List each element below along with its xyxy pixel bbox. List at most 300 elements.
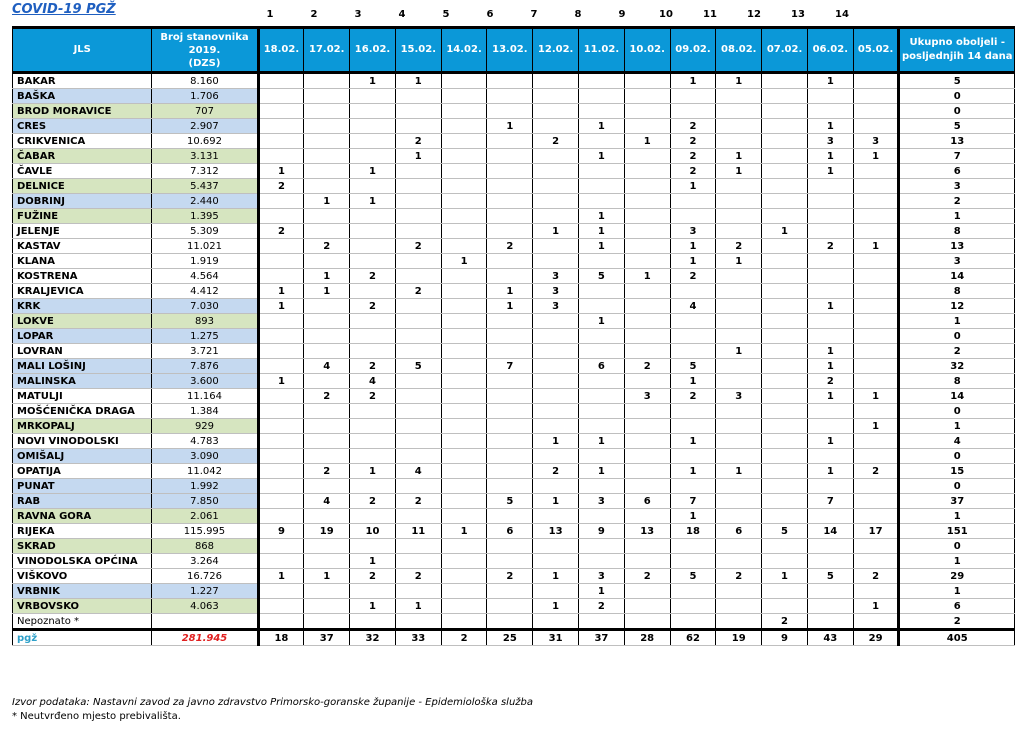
- date-header: 16.02.: [350, 28, 396, 73]
- municipality-name: ČABAR: [13, 149, 152, 164]
- table-row: [13, 509, 1015, 524]
- case-count-cell: 1: [670, 73, 716, 89]
- case-count-cell: [762, 404, 808, 419]
- case-count-cell: [624, 599, 670, 614]
- municipality-name: LOPAR: [13, 329, 152, 344]
- case-count-cell: [670, 584, 716, 599]
- case-count-cell: [350, 419, 396, 434]
- case-count-cell: 5: [579, 269, 625, 284]
- row-total-cell: 8: [899, 284, 1015, 299]
- case-count-cell: [487, 329, 533, 344]
- case-count-cell: [762, 509, 808, 524]
- table-row: [13, 599, 1015, 614]
- covid-table: [12, 26, 1015, 646]
- date-header: 17.02.: [304, 28, 350, 73]
- case-count-cell: 9: [258, 524, 304, 539]
- case-count-cell: 5: [670, 569, 716, 584]
- case-count-cell: [807, 284, 853, 299]
- municipality-name: SKRAD: [13, 539, 152, 554]
- case-count-cell: [487, 599, 533, 614]
- case-count-cell: 2: [395, 569, 441, 584]
- table-row: [13, 284, 1015, 299]
- table-row: [13, 419, 1015, 434]
- population-cell: 11.021: [152, 239, 258, 254]
- daily-total-cell: 25: [487, 630, 533, 646]
- case-count-cell: 1: [350, 164, 396, 179]
- municipality-name: VIŠKOVO: [13, 569, 152, 584]
- daily-total-cell: 33: [395, 630, 441, 646]
- case-count-cell: [395, 554, 441, 569]
- daily-total-cell: 9: [762, 630, 808, 646]
- daily-total-cell: 28: [624, 630, 670, 646]
- municipality-name: MALI LOŠINJ: [13, 359, 152, 374]
- table-row: [13, 239, 1015, 254]
- case-count-cell: [350, 329, 396, 344]
- case-count-cell: [258, 509, 304, 524]
- case-count-cell: [441, 569, 487, 584]
- day-number: 8: [574, 9, 582, 20]
- row-total-cell: 1: [899, 314, 1015, 329]
- case-count-cell: [762, 149, 808, 164]
- table-row: [13, 464, 1015, 479]
- municipality-name: ČAVLE: [13, 164, 152, 179]
- case-count-cell: [807, 509, 853, 524]
- case-count-cell: [762, 359, 808, 374]
- case-count-cell: [395, 584, 441, 599]
- case-count-cell: [762, 389, 808, 404]
- population-header-line1: Broj stanovnika: [160, 31, 249, 43]
- case-count-cell: [624, 554, 670, 569]
- population-cell: 707: [152, 104, 258, 119]
- day-number: 6: [486, 9, 494, 20]
- case-count-cell: 5: [807, 569, 853, 584]
- table-row: [13, 524, 1015, 539]
- row-total-cell: 1: [899, 209, 1015, 224]
- case-count-cell: [441, 179, 487, 194]
- total-population-cell: 281.945: [152, 630, 258, 646]
- day-number: 2: [310, 9, 318, 20]
- date-header: 12.02.: [533, 28, 579, 73]
- case-count-cell: [716, 89, 762, 104]
- case-count-cell: 1: [670, 239, 716, 254]
- case-count-cell: [762, 374, 808, 389]
- day-number: 10: [659, 9, 673, 20]
- case-count-cell: [853, 344, 899, 359]
- case-count-cell: [487, 73, 533, 89]
- day-number: 5: [442, 9, 450, 20]
- case-count-cell: [533, 329, 579, 344]
- case-count-cell: [533, 539, 579, 554]
- case-count-cell: [853, 614, 899, 630]
- table-row: [13, 329, 1015, 344]
- population-header-line2: 2019.: [188, 44, 221, 56]
- date-header: 10.02.: [624, 28, 670, 73]
- case-count-cell: [762, 314, 808, 329]
- municipality-name: VINODOLSKA OPĆINA: [13, 554, 152, 569]
- case-count-cell: 2: [807, 374, 853, 389]
- case-count-cell: [441, 134, 487, 149]
- case-count-cell: 1: [579, 314, 625, 329]
- case-count-cell: [258, 389, 304, 404]
- case-count-cell: 7: [807, 494, 853, 509]
- case-count-cell: [350, 584, 396, 599]
- case-count-cell: 1: [533, 434, 579, 449]
- case-count-cell: 2: [395, 284, 441, 299]
- case-count-cell: [304, 224, 350, 239]
- population-cell: 1.992: [152, 479, 258, 494]
- case-count-cell: 3: [533, 299, 579, 314]
- case-count-cell: [533, 374, 579, 389]
- case-count-cell: 3: [579, 569, 625, 584]
- table-row: [13, 359, 1015, 374]
- case-count-cell: [579, 479, 625, 494]
- population-cell: 1.227: [152, 584, 258, 599]
- case-count-cell: [350, 434, 396, 449]
- case-count-cell: [487, 434, 533, 449]
- case-count-cell: 1: [579, 224, 625, 239]
- case-count-cell: [441, 599, 487, 614]
- case-count-cell: [762, 419, 808, 434]
- case-count-cell: [762, 164, 808, 179]
- case-count-cell: [807, 194, 853, 209]
- municipality-name: KRK: [13, 299, 152, 314]
- municipality-name: DOBRINJ: [13, 194, 152, 209]
- case-count-cell: [670, 539, 716, 554]
- case-count-cell: [258, 464, 304, 479]
- case-count-cell: [258, 449, 304, 464]
- table-row: [13, 449, 1015, 464]
- date-header: 15.02.: [395, 28, 441, 73]
- case-count-cell: [853, 119, 899, 134]
- case-count-cell: [350, 89, 396, 104]
- case-count-cell: 1: [853, 389, 899, 404]
- case-count-cell: 1: [533, 569, 579, 584]
- day-number: 3: [354, 9, 362, 20]
- case-count-cell: [624, 179, 670, 194]
- row-total-cell: 1: [899, 419, 1015, 434]
- case-count-cell: [487, 554, 533, 569]
- case-count-cell: 1: [579, 239, 625, 254]
- case-count-cell: [533, 73, 579, 89]
- case-count-cell: [304, 404, 350, 419]
- case-count-cell: [441, 359, 487, 374]
- case-count-cell: 1: [579, 434, 625, 449]
- case-count-cell: [304, 73, 350, 89]
- case-count-cell: 1: [716, 254, 762, 269]
- case-count-cell: [853, 284, 899, 299]
- case-count-cell: 6: [487, 524, 533, 539]
- case-count-cell: [624, 194, 670, 209]
- case-count-cell: [853, 89, 899, 104]
- case-count-cell: [716, 449, 762, 464]
- case-count-cell: [762, 599, 808, 614]
- case-count-cell: [853, 209, 899, 224]
- daily-total-cell: 19: [716, 630, 762, 646]
- table-row: [13, 614, 1015, 630]
- table-row: [13, 404, 1015, 419]
- case-count-cell: 4: [395, 464, 441, 479]
- case-count-cell: 1: [807, 73, 853, 89]
- case-count-cell: [395, 404, 441, 419]
- case-count-cell: 1: [487, 119, 533, 134]
- case-count-cell: 1: [258, 164, 304, 179]
- case-count-cell: 2: [670, 389, 716, 404]
- case-count-cell: [487, 134, 533, 149]
- table-row: [13, 134, 1015, 149]
- case-count-cell: [304, 209, 350, 224]
- case-count-cell: [762, 284, 808, 299]
- case-count-cell: [487, 224, 533, 239]
- table-row: [13, 224, 1015, 239]
- case-count-cell: [350, 449, 396, 464]
- case-count-cell: 3: [853, 134, 899, 149]
- case-count-cell: [579, 419, 625, 434]
- case-count-cell: [853, 434, 899, 449]
- population-header: [152, 28, 258, 73]
- population-cell: 929: [152, 419, 258, 434]
- case-count-cell: [533, 359, 579, 374]
- population-cell: 2.907: [152, 119, 258, 134]
- case-count-cell: [304, 434, 350, 449]
- municipality-name: OPATIJA: [13, 464, 152, 479]
- row-total-cell: 8: [899, 374, 1015, 389]
- case-count-cell: 2: [807, 239, 853, 254]
- case-count-cell: 1: [807, 119, 853, 134]
- case-count-cell: [716, 179, 762, 194]
- case-count-cell: 1: [716, 344, 762, 359]
- case-count-cell: 1: [807, 164, 853, 179]
- case-count-cell: [670, 599, 716, 614]
- table-row: [13, 389, 1015, 404]
- case-count-cell: 1: [533, 494, 579, 509]
- population-cell: 1.275: [152, 329, 258, 344]
- case-count-cell: [624, 104, 670, 119]
- day-number: 4: [398, 9, 406, 20]
- case-count-cell: 1: [853, 239, 899, 254]
- table-row: [13, 569, 1015, 584]
- total-header: [899, 28, 1015, 73]
- case-count-cell: [304, 134, 350, 149]
- daily-total-cell: 62: [670, 630, 716, 646]
- case-count-cell: [533, 254, 579, 269]
- municipality-name: BAŠKA: [13, 89, 152, 104]
- case-count-cell: [350, 239, 396, 254]
- case-count-cell: 1: [716, 164, 762, 179]
- municipality-name: MATULJI: [13, 389, 152, 404]
- case-count-cell: [441, 329, 487, 344]
- case-count-cell: [533, 389, 579, 404]
- case-count-cell: [350, 509, 396, 524]
- case-count-cell: [624, 299, 670, 314]
- row-total-cell: 151: [899, 524, 1015, 539]
- case-count-cell: 2: [853, 464, 899, 479]
- case-count-cell: 1: [807, 359, 853, 374]
- daily-total-cell: 37: [579, 630, 625, 646]
- case-count-cell: [487, 404, 533, 419]
- case-count-cell: [350, 284, 396, 299]
- case-count-cell: 2: [395, 494, 441, 509]
- case-count-cell: [579, 389, 625, 404]
- population-cell: 3.090: [152, 449, 258, 464]
- case-count-cell: [762, 269, 808, 284]
- case-count-cell: [304, 104, 350, 119]
- case-count-cell: [670, 209, 716, 224]
- case-count-cell: [533, 479, 579, 494]
- daily-total-cell: 31: [533, 630, 579, 646]
- case-count-cell: [258, 614, 304, 630]
- case-count-cell: [533, 614, 579, 630]
- case-count-cell: [853, 554, 899, 569]
- case-count-cell: [762, 479, 808, 494]
- case-count-cell: [624, 314, 670, 329]
- case-count-cell: 2: [670, 134, 716, 149]
- case-count-cell: [762, 239, 808, 254]
- case-count-cell: [441, 464, 487, 479]
- municipality-name: NOVI VINODOLSKI: [13, 434, 152, 449]
- case-count-cell: [807, 179, 853, 194]
- table-row: [13, 104, 1015, 119]
- case-count-cell: [441, 419, 487, 434]
- case-count-cell: [441, 119, 487, 134]
- population-cell: 11.042: [152, 464, 258, 479]
- case-count-cell: [304, 149, 350, 164]
- case-count-cell: [670, 284, 716, 299]
- case-count-cell: [579, 329, 625, 344]
- municipality-name: VRBOVSKO: [13, 599, 152, 614]
- row-total-cell: 0: [899, 539, 1015, 554]
- case-count-cell: 2: [258, 224, 304, 239]
- case-count-cell: [441, 284, 487, 299]
- case-count-cell: 4: [304, 494, 350, 509]
- table-row: [13, 299, 1015, 314]
- case-count-cell: [579, 539, 625, 554]
- case-count-cell: 1: [487, 284, 533, 299]
- case-count-cell: [624, 479, 670, 494]
- population-cell: 7.850: [152, 494, 258, 509]
- municipality-name: RAB: [13, 494, 152, 509]
- case-count-cell: [716, 134, 762, 149]
- case-count-cell: [533, 209, 579, 224]
- municipality-name: VRBNIK: [13, 584, 152, 599]
- case-count-cell: 5: [487, 494, 533, 509]
- case-count-cell: 1: [716, 464, 762, 479]
- day-number: 9: [618, 9, 626, 20]
- case-count-cell: [762, 329, 808, 344]
- case-count-cell: [395, 299, 441, 314]
- case-count-cell: 1: [853, 599, 899, 614]
- case-count-cell: [258, 89, 304, 104]
- case-count-cell: [395, 269, 441, 284]
- case-count-cell: [441, 434, 487, 449]
- case-count-cell: [853, 509, 899, 524]
- case-count-cell: [487, 164, 533, 179]
- row-total-cell: 14: [899, 389, 1015, 404]
- case-count-cell: [579, 104, 625, 119]
- row-total-cell: 1: [899, 509, 1015, 524]
- row-total-cell: 37: [899, 494, 1015, 509]
- case-count-cell: [807, 89, 853, 104]
- case-count-cell: [762, 434, 808, 449]
- case-count-cell: [670, 614, 716, 630]
- case-count-cell: 2: [762, 614, 808, 630]
- row-total-cell: 7: [899, 149, 1015, 164]
- case-count-cell: [853, 179, 899, 194]
- case-count-cell: [395, 164, 441, 179]
- case-count-cell: [258, 419, 304, 434]
- population-cell: 1.919: [152, 254, 258, 269]
- case-count-cell: 2: [350, 269, 396, 284]
- case-count-cell: [762, 194, 808, 209]
- case-count-cell: 3: [624, 389, 670, 404]
- municipality-name: OMIŠALJ: [13, 449, 152, 464]
- case-count-cell: [624, 344, 670, 359]
- case-count-cell: [670, 89, 716, 104]
- case-count-cell: [395, 509, 441, 524]
- case-count-cell: 2: [350, 389, 396, 404]
- date-header: 14.02.: [441, 28, 487, 73]
- case-count-cell: [624, 539, 670, 554]
- population-cell: 868: [152, 539, 258, 554]
- case-count-cell: [258, 554, 304, 569]
- row-total-cell: 6: [899, 599, 1015, 614]
- population-cell: 3.264: [152, 554, 258, 569]
- case-count-cell: 1: [670, 464, 716, 479]
- case-count-cell: [579, 89, 625, 104]
- case-count-cell: [716, 224, 762, 239]
- case-count-cell: [853, 73, 899, 89]
- case-count-cell: [258, 599, 304, 614]
- case-count-cell: [579, 164, 625, 179]
- totals-row: [13, 630, 1015, 646]
- case-count-cell: [258, 149, 304, 164]
- table-row: [13, 89, 1015, 104]
- case-count-cell: [350, 119, 396, 134]
- case-count-cell: 1: [350, 464, 396, 479]
- case-count-cell: [258, 194, 304, 209]
- case-count-cell: [441, 584, 487, 599]
- row-total-cell: 0: [899, 404, 1015, 419]
- case-count-cell: [258, 134, 304, 149]
- case-count-cell: [579, 194, 625, 209]
- case-count-cell: [395, 434, 441, 449]
- case-count-cell: [258, 434, 304, 449]
- case-count-cell: [853, 359, 899, 374]
- date-header: 09.02.: [670, 28, 716, 73]
- total-header-line1: Ukupno oboljeli -: [909, 37, 1006, 48]
- case-count-cell: [807, 479, 853, 494]
- row-total-cell: 6: [899, 164, 1015, 179]
- row-total-cell: 0: [899, 449, 1015, 464]
- case-count-cell: [441, 389, 487, 404]
- case-count-cell: [807, 104, 853, 119]
- case-count-cell: [716, 554, 762, 569]
- case-count-cell: [441, 104, 487, 119]
- case-count-cell: 1: [304, 569, 350, 584]
- case-count-cell: [350, 344, 396, 359]
- municipality-name: KOSTRENA: [13, 269, 152, 284]
- case-count-cell: [807, 449, 853, 464]
- case-count-cell: [533, 404, 579, 419]
- case-count-cell: [487, 464, 533, 479]
- case-count-cell: [716, 209, 762, 224]
- case-count-cell: 11: [395, 524, 441, 539]
- case-count-cell: [395, 194, 441, 209]
- case-count-cell: [853, 164, 899, 179]
- population-cell: 16.726: [152, 569, 258, 584]
- case-count-cell: [304, 374, 350, 389]
- case-count-cell: [258, 494, 304, 509]
- table-row: [13, 209, 1015, 224]
